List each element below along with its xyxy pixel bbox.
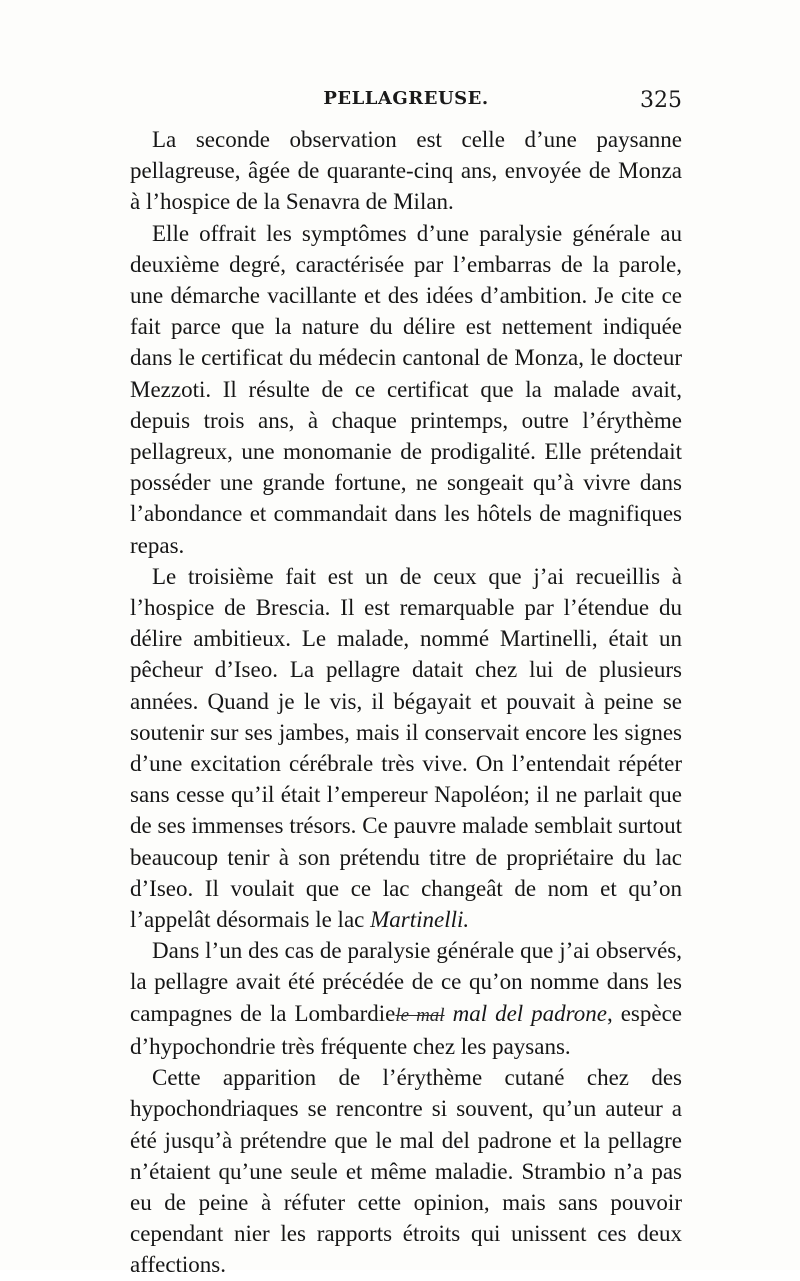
page-number: 325 bbox=[640, 88, 682, 113]
paragraph-4-text: Dans l’un des cas de paralysie générale que j’ai observés, la pellagre avait été précédée de ce qu’on nomme dans les campagnes de la Lombardie bbox=[130, 938, 682, 1026]
paragraph-4 bbox=[130, 935, 682, 1062]
paragraph-4-tail: , espèce d’hypochondrie très fréquente chez les paysans. bbox=[130, 1000, 683, 1059]
lake-name-italic: Martinelli. bbox=[370, 907, 470, 933]
running-title: PELLAGREUSE. bbox=[323, 88, 489, 109]
handwritten-correction: le mal bbox=[395, 1004, 445, 1026]
paragraph-2: Elle offrait les symptômes d’une paralysie générale au deuxième degré, caractérisée par l’embarras de la parole, une démarche vacillante et des idées d’ambition. Je cite ce fait parce que la nature du délire est nettement indiquée dans le certificat du médecin cantonal de Monza, le docteur Mezzoti. Il résulte de ce certificat que la malade avait, depuis trois ans, à chaque printemps, outre l’érythème pellagreux, une monomanie de prodigalité. Elle prétendait posséder une grande fortune, ne songeait qu’à vivre dans l’abondance et commandait dans les hôtels de magnifiques repas. bbox=[130, 220, 682, 558]
paragraph-1: La seconde observation est celle d’une paysanne pellagreuse, âgée de quarante-cinq ans, envoyée de Monza à l’hospice de la Senavra de Milan. bbox=[130, 127, 682, 215]
paragraph-5: Cette apparition de l’érythème cutané chez des hypochondriaques se rencontre si souvent, qu’un auteur a été jusqu’à prétendre que le mal del padrone et la pellagre n’étaient qu’une seule et même maladie. Strambio n’a pas eu de peine à réfuter cette opinion, mais sans pouvoir cependant nier les rapports étroits qui unissent ces deux affections. bbox=[130, 1065, 682, 1278]
body-text bbox=[130, 124, 682, 1281]
paragraph-3 bbox=[130, 561, 682, 935]
paragraph-3-text: Le troisième fait est un de ceux que j’ai recueillis à l’hospice de Brescia. Il est remarquable par l’étendue du délire ambitieux. Le malade, nommé Martinelli, était un pêcheur d’Iseo. La pellagre datait chez lui de plusieurs années. Quand je le vis, il bégayait et pouvait à peine se soutenir sur ses jambes, mais il conservait encore les signes d’une excitation cérébrale très vive. On l’entendait répéter sans cesse qu’il était l’empereur Napoléon; il ne parlait que de ses immenses trésors. Ce pauvre malade semblait surtout beaucoup tenir à son prétendu titre de propriétaire du lac d’Iseo. Il voulait que ce lac changeât de nom et qu’on l’appelât désormais le lac bbox=[130, 563, 682, 933]
running-head bbox=[130, 88, 682, 118]
mal-del-padrone-italic: mal del padrone bbox=[444, 1000, 607, 1026]
